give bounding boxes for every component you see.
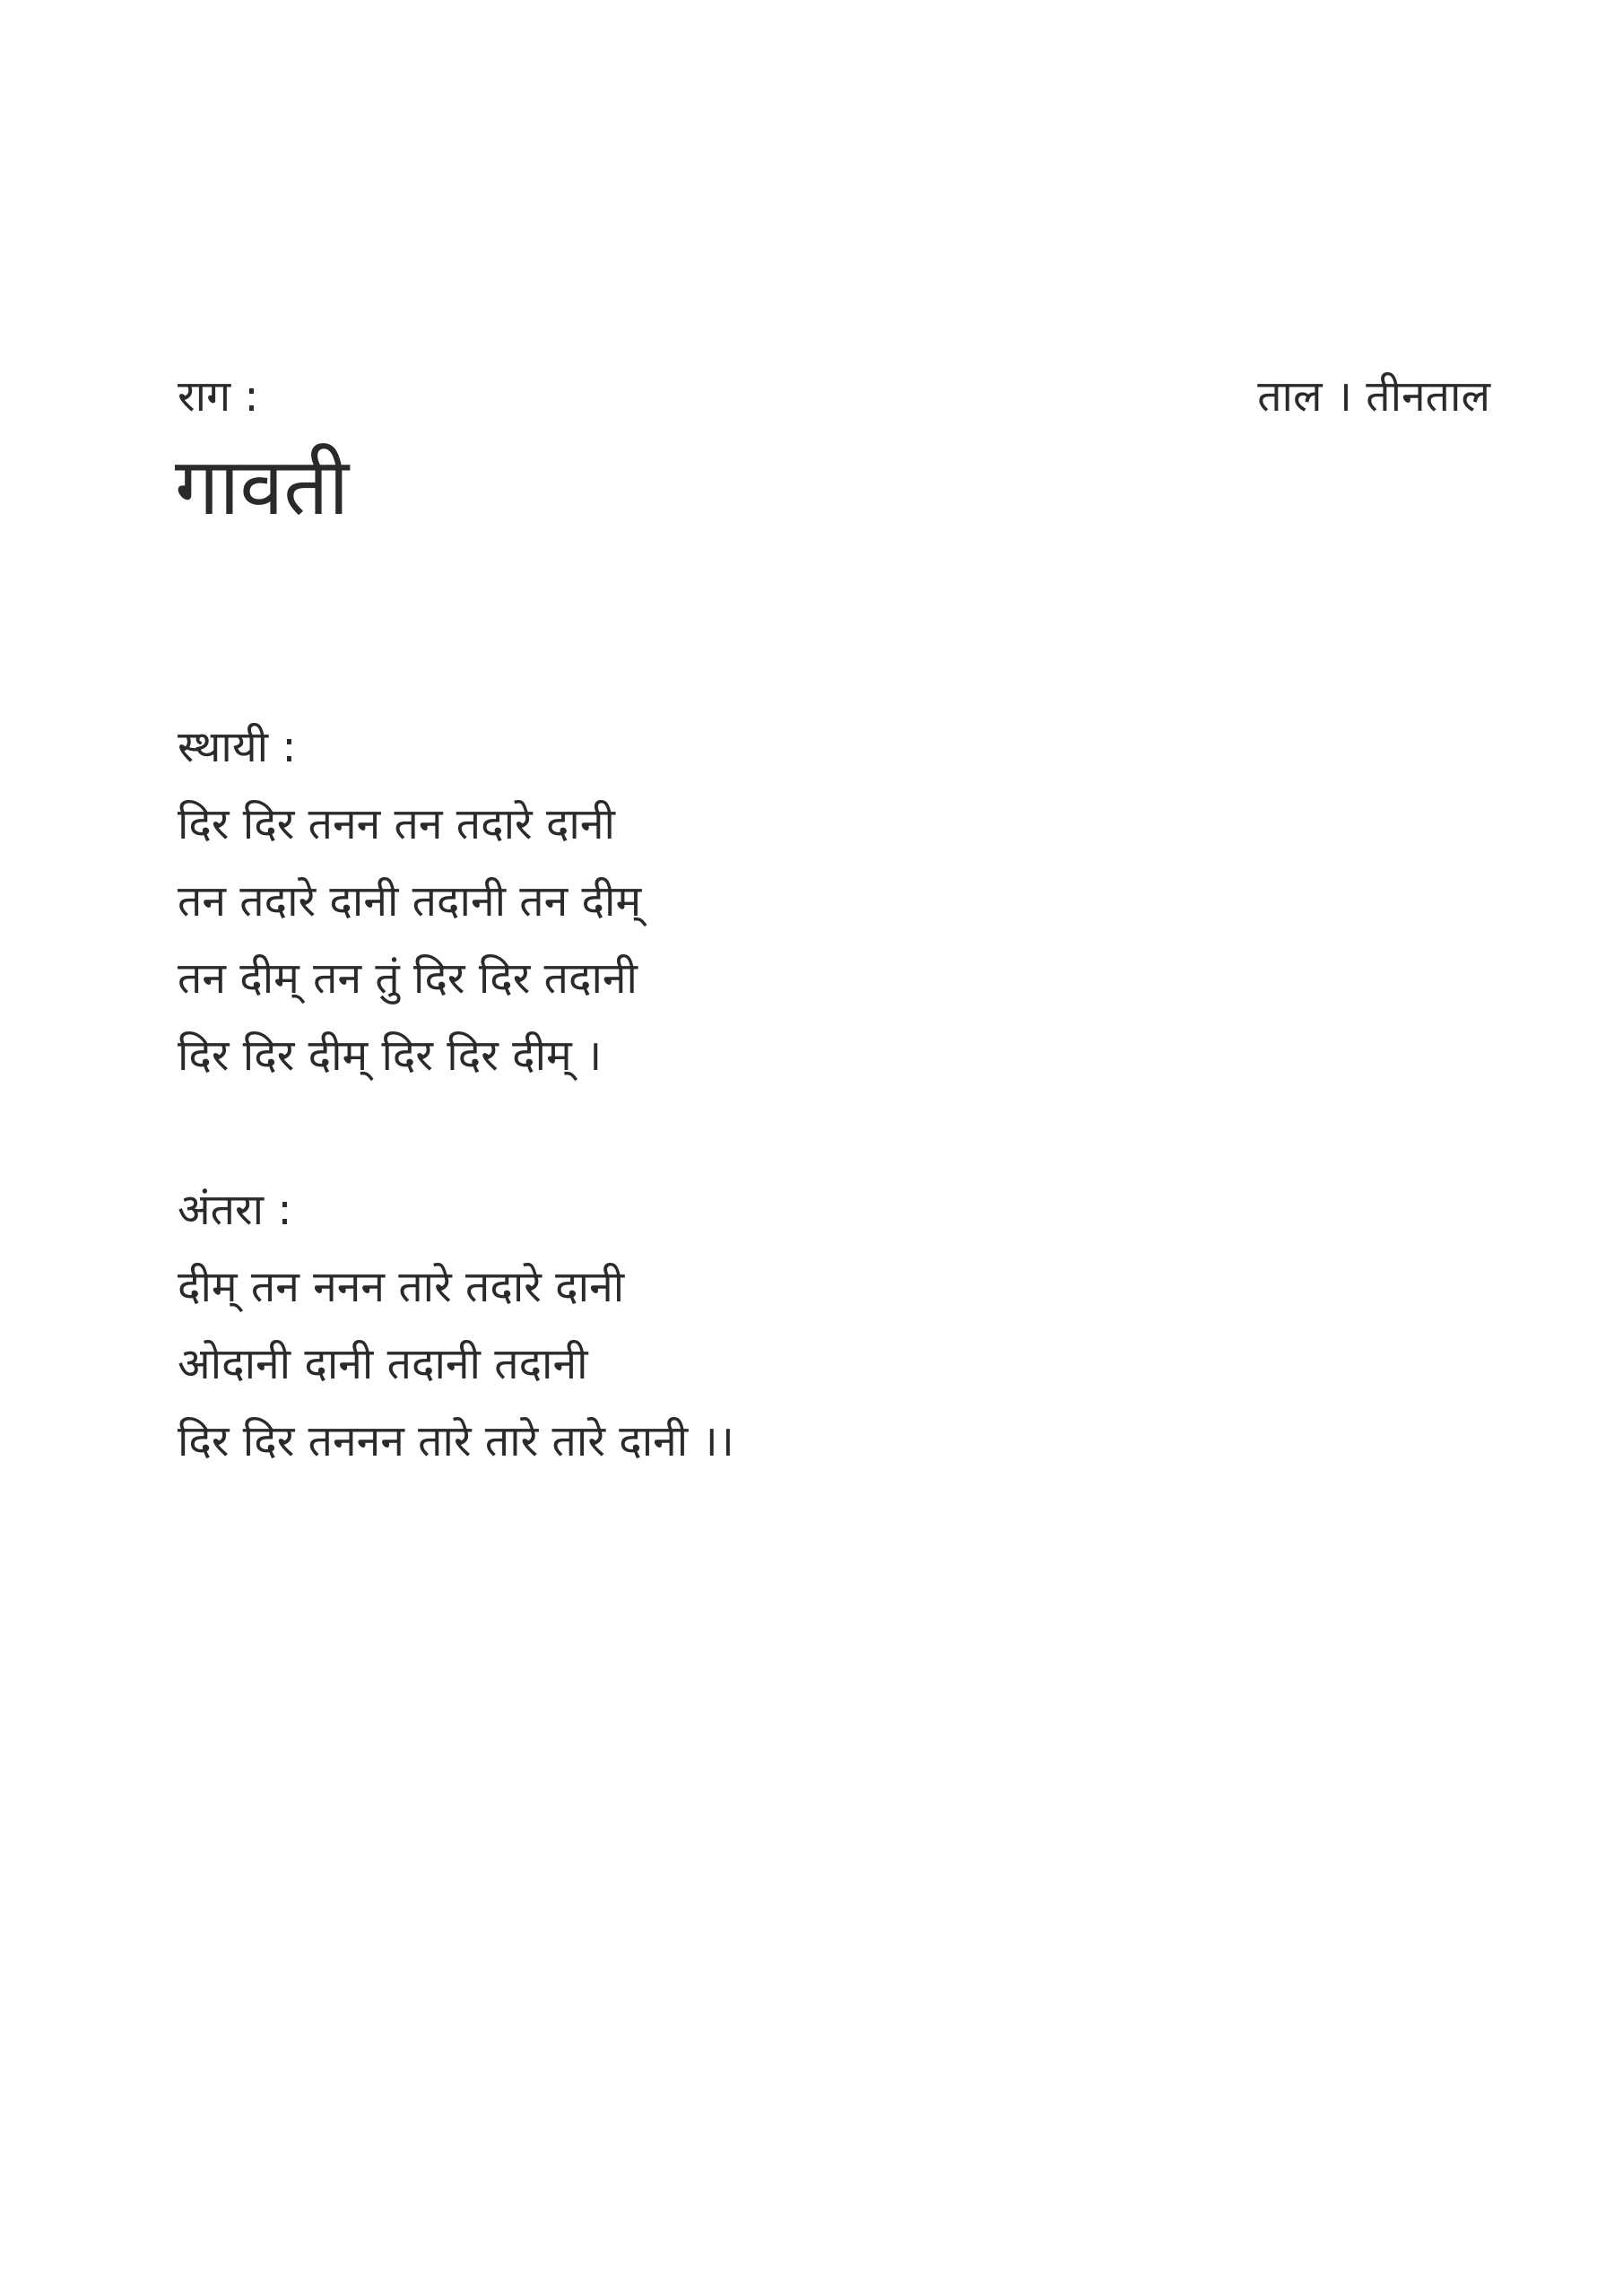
antara-section bbox=[178, 1171, 734, 1480]
sthayi-line: दिर दिर दीम् दिर दिर दीम् । bbox=[178, 1031, 603, 1081]
taal-label: ताल । तीनताल bbox=[1257, 371, 1490, 422]
raag-name: गावती bbox=[175, 440, 350, 533]
antara-line: दिर दिर तननन तारे तारे तारे दानी ।। bbox=[178, 1416, 734, 1466]
sthayi-section bbox=[178, 709, 641, 1094]
sthayi-line: दिर दिर तनन तन तदारे दानी bbox=[178, 799, 615, 849]
antara-line: ओदानी दानी तदानी तदानी bbox=[178, 1339, 588, 1389]
antara-line: दीम् तन ननन तारे तदारे दानी bbox=[178, 1262, 625, 1312]
sthayi-line: तन दीम् तन तुं दिर दिर तदानी bbox=[178, 953, 638, 1004]
raag-label: राग : bbox=[178, 371, 259, 422]
sthayi-line: तन तदारे दानी तदानी तन दीम् bbox=[178, 876, 642, 926]
sthayi-heading: स्थायी : bbox=[178, 722, 297, 772]
antara-heading: अंतरा : bbox=[178, 1185, 292, 1235]
